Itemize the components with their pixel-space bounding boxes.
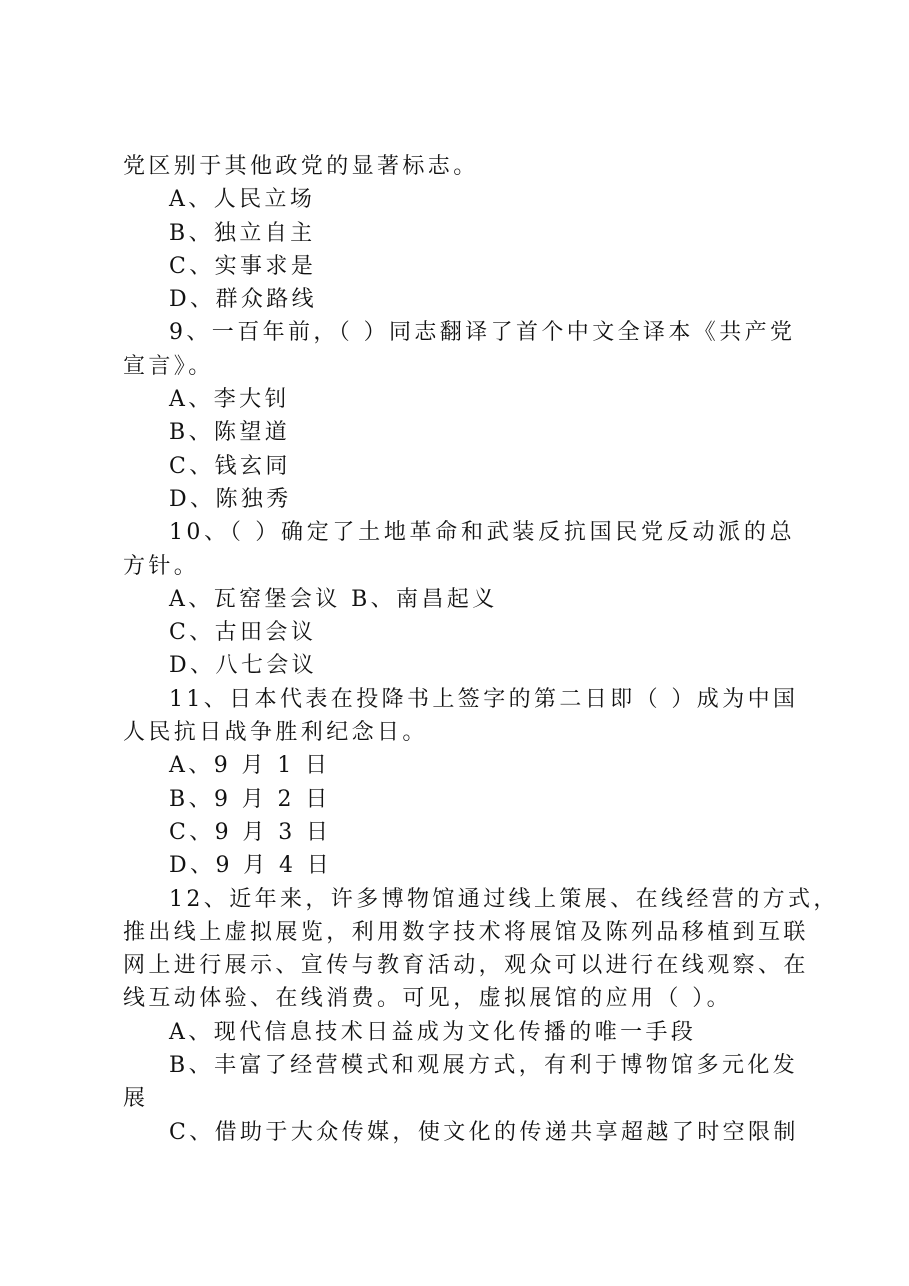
question-11-option-b: B、9 月 2 日: [169, 786, 331, 812]
question-9-text-line-1: 9、一百年前，（ ）同志翻译了首个中文全译本《共产党: [169, 320, 796, 346]
question-11-option-c: C、9 月 3 日: [169, 819, 332, 845]
question-12-option-b: B、丰富了经营模式和观展方式，有利于博物馆多元化发: [169, 1053, 799, 1079]
question-8-tail: 党区别于其他政党的显著标志。: [123, 154, 479, 179]
question-8-option-a: A、人民立场: [169, 187, 316, 213]
document-body: [123, 150, 839, 1149]
question-12-option-b-continued: 展: [123, 1086, 149, 1112]
question-9-option-b: B、陈望道: [169, 420, 291, 446]
question-11-text-line-1: 11、日本代表在投降书上签字的第二日即（ ）成为中国: [169, 686, 799, 712]
question-8-option-c: C、实事求是: [169, 253, 317, 279]
question-12-text-line-2: 推出线上虚拟展览，利用数字技术将展馆及陈列品移植到互联: [123, 919, 809, 945]
question-11-option-a: A、9 月 1 日: [169, 753, 331, 779]
question-12-option-a: A、现代信息技术日益成为文化传播的唯一手段: [169, 1019, 697, 1045]
question-9-text-line-2: 宣言》。: [123, 353, 214, 379]
question-10-option-d: D、八七会议: [169, 653, 318, 679]
question-11-text-line-2: 人民抗日战争胜利纪念日。: [123, 720, 428, 746]
question-9-option-c: C、钱玄同: [169, 453, 291, 479]
question-12-text-line-4: 线互动体验、在线消费。可见，虚拟展馆的应用（ ）。: [123, 986, 732, 1012]
question-8-option-d: D、群众路线: [169, 287, 318, 313]
question-11-option-d: D、9 月 4 日: [169, 853, 333, 879]
question-10-text-line-1: 10、（ ）确定了土地革命和武装反抗国民党反动派的总: [169, 520, 795, 546]
question-12-option-c: C、借助于大众传媒，使文化的传递共享超越了时空限制: [169, 1119, 799, 1145]
question-10-option-c: C、古田会议: [169, 620, 317, 646]
question-12-text-line-1: 12、近年来，许多博物馆通过线上策展、在线经营的方式，: [169, 886, 839, 912]
question-10-option-a-b: A、瓦窑堡会议 B、南昌起义: [169, 586, 498, 612]
question-12-text-line-3: 网上进行展示、宣传与教育活动，观众可以进行在线观察、在: [123, 953, 809, 979]
question-10-text-line-2: 方针。: [123, 553, 200, 579]
question-9-option-a: A、李大钊: [169, 387, 290, 413]
question-9-option-d: D、陈独秀: [169, 486, 292, 512]
question-8-option-b: B、独立自主: [169, 220, 316, 246]
